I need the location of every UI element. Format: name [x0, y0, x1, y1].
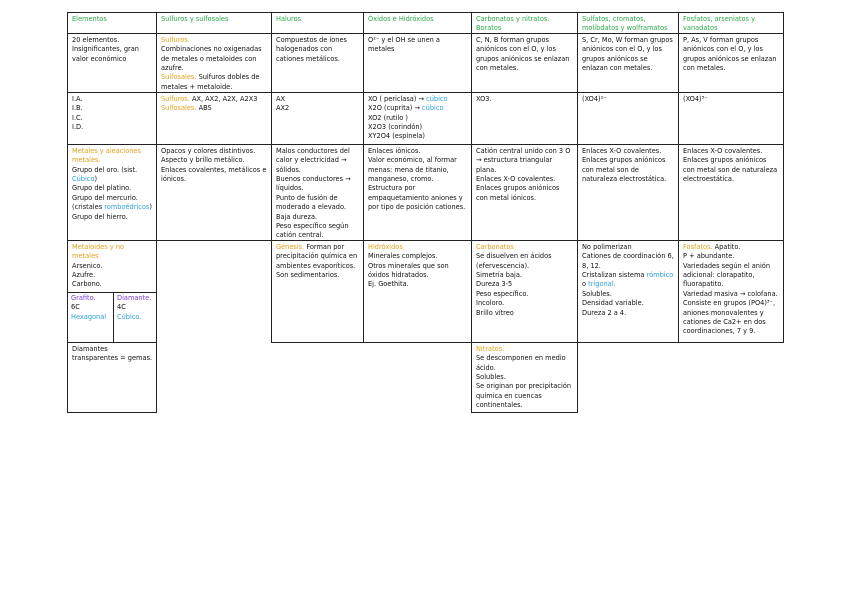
- cell-sulfatos-formula: (XO4)²⁻: [577, 92, 679, 145]
- grupo-text: Grupo del platino.: [72, 184, 132, 193]
- cell-sulfuros-empty: [156, 240, 272, 343]
- propiedad: Enlaces X-O covalentes.: [582, 147, 662, 155]
- header-sulfuros: Sulfuros y sulfosales: [156, 12, 272, 34]
- propiedad: Opacos y colores distintivos.: [161, 147, 256, 155]
- propiedad: Enlaces X-O covalentes.: [683, 147, 763, 155]
- metales-label: Metales y aleaciones metales.: [72, 147, 141, 165]
- clase-id: I.D.: [72, 123, 84, 132]
- header-sulfatos: Sulfatos, cromatos, molibdatos y wolframatos: [577, 12, 679, 34]
- metaloide: Carbono.: [72, 280, 102, 289]
- propiedad: P + abundante.: [683, 252, 735, 261]
- oxido-sistema: cúbico: [426, 95, 448, 103]
- cell-sulfatos-descripcion: S, Cr, Mo, W forman grupos aniónicos con el O, y los grupos aniónicos se enlazan con metales.: [577, 33, 679, 93]
- cell-nitratos: [471, 342, 578, 413]
- header-carbonatos: Carbonatos y nitratos. Boratos: [471, 12, 578, 34]
- diamante-label: Diamante.: [117, 294, 152, 302]
- cell-haluros-formulas: [271, 92, 364, 145]
- carbonatos-label: Carbonatos: [476, 243, 514, 251]
- propiedad: Enlaces X-O covalentes.: [476, 175, 556, 184]
- propiedad: Dureza 3-5: [476, 280, 513, 289]
- cell-oxidos-descripcion: O²⁻ y el OH se unen a metales: [363, 33, 472, 93]
- cell-clases: [67, 92, 157, 145]
- diamante-n: 4C: [117, 303, 126, 312]
- grupo-text: ): [149, 203, 152, 212]
- cell-fosfatos-apatito: [678, 240, 784, 343]
- propiedad: Se originan por precipitación química en cuencas continentales.: [476, 382, 572, 410]
- cell-fosfatos-formula: (XO4)³⁻: [678, 92, 784, 145]
- grupo-text: ): [94, 175, 98, 184]
- cell-sulfatos-propiedades: [577, 144, 679, 241]
- diamante-sistema: Cúbico.: [117, 312, 142, 321]
- sistema-rombico: rómbico: [646, 271, 674, 280]
- propiedad: Enlaces grupos aniónicos con metal iónicos.: [476, 184, 560, 202]
- sulfosales-text: Sulfuros dobles de metales + metaloide.: [161, 73, 260, 91]
- propiedad: Incoloro.: [476, 299, 505, 308]
- propiedad: Dureza 2 a 4.: [582, 308, 627, 317]
- oxido-formula: XO2 (rutilo ): [368, 113, 408, 122]
- fosfatos-label: Fosfatos.: [683, 243, 713, 251]
- metaloide: Azufre.: [72, 271, 96, 280]
- propiedad: Baja dureza.: [276, 212, 318, 221]
- cell-hidroxidos: [363, 240, 472, 343]
- cell-diamantes-gemas: Diamantes transparentes = gemas.: [67, 342, 157, 413]
- nitratos-label: Nitratos.: [476, 345, 505, 353]
- cell-haluros-descripcion: Compuestos de iones halogenados con cationes metálicos.: [271, 33, 364, 93]
- propiedad: Se descomponen en medio ácido.: [476, 354, 566, 372]
- haluro-formula: AX: [276, 95, 286, 103]
- propiedad: Enlaces covalentes, metálicos e iónicos.: [161, 165, 267, 184]
- propiedad: o: [582, 280, 589, 289]
- propiedad: Solubles.: [476, 373, 506, 382]
- oxido-formula: X2O3 (corindón): [368, 123, 423, 132]
- propiedad: Catión central unido con 3 O → estructura triangular plana.: [476, 147, 571, 174]
- propiedad: Estructura por empaquetamiento aniones y por tipo de posición cationes.: [368, 184, 466, 212]
- sistema-trigonal: trigonal.: [588, 280, 616, 289]
- header-oxidos: Óxidos e Hidróxidos: [363, 12, 472, 34]
- apatito-text: Apatito.: [712, 243, 741, 251]
- genesis-label: Génesis.: [276, 243, 305, 251]
- cell-fosfatos-descripcion: P, As, V forman grupos aniónicos con el O, y los grupos aniónicos se enlazan con metales.: [678, 33, 784, 93]
- propiedad: Aspecto y brillo metálico.: [161, 156, 245, 165]
- sulfosales-label: Sulfosales.: [161, 73, 197, 82]
- diamante-box: [113, 292, 157, 343]
- propiedad: Se disuelven en ácidos (efervescencia).: [476, 252, 552, 270]
- propiedad: Enlaces iónicos.: [368, 147, 421, 155]
- grafito-sistema: Hexagonal: [71, 312, 107, 321]
- cell-carbonatos-formula: XO3.: [471, 92, 578, 145]
- propiedad: Peso específico.: [476, 289, 529, 298]
- cell-carbonatos-propiedades: [471, 144, 578, 241]
- clase-ia: I.A.: [72, 95, 83, 103]
- grupo-text: Grupo del mercurio. (cristales: [72, 193, 138, 212]
- clase-ic: I.C.: [72, 113, 83, 122]
- cell-fosfatos-propiedades: [678, 144, 784, 241]
- oxido-formula: XO ( periclasa) →: [368, 95, 427, 103]
- metaloides-label: Metaloides y no metales: [72, 243, 125, 261]
- propiedad: Buenos conductores → líquidos.: [276, 175, 351, 193]
- grupo-text: Grupo del hierro.: [72, 212, 128, 221]
- metaloide: Arsenico.: [72, 261, 103, 270]
- cell-haluros-propiedades: [271, 144, 364, 241]
- propiedad: Enlaces grupos aniónicos con metal son de naturaleza electroestática.: [683, 156, 778, 184]
- grupo-sistema: romboédricos: [104, 203, 150, 212]
- cell-haluros-genesis: [271, 240, 364, 343]
- cell-oxidos-formulas: [363, 92, 472, 145]
- grafito-box: [67, 292, 114, 343]
- cell-sulfuros-formulas: [156, 92, 272, 145]
- genesis-text: Forman por precipitación química en ambientes evaporíticos. Son sedimentarios.: [276, 243, 358, 280]
- propiedad: Valor económico, al formar menas: mena de titanio, manganeso, cromo.: [368, 156, 457, 184]
- propiedad: Cationes de coordinación 6, 8, 12.: [582, 252, 674, 270]
- cell-metales: [67, 144, 157, 241]
- clase-ib: I.B.: [72, 104, 83, 113]
- cell-metaloides: [67, 240, 157, 343]
- grupo-text: Grupo del oro. (sist.: [72, 165, 138, 174]
- cell-elementos-descripcion: 20 elementos. Insignificantes, gran valor económico: [67, 33, 157, 93]
- oxido-formula: X2O (cuprita) →: [368, 104, 423, 113]
- grafito-n: 6C: [71, 303, 80, 312]
- propiedad: Variedades según el anión adicional: clorapatito, fluorapatito.: [683, 261, 771, 289]
- propiedad: Brillo vítreo: [476, 308, 514, 317]
- propiedad: Minerales complejos.: [368, 252, 438, 261]
- propiedad: No polimerizan: [582, 243, 632, 251]
- propiedad: Consiste en grupos (PO4)³⁻, aniones monovalentes y cationes de Ca2+ en dos coordinaciones, 7 y 9.: [683, 299, 776, 336]
- haluro-formula: AX2: [276, 104, 290, 113]
- propiedad: Enlaces grupos aniónicos con metal son de naturaleza electrostática.: [582, 156, 667, 184]
- propiedad: Punto de fusión de moderado a elevado.: [276, 193, 346, 212]
- header-fosfatos: Fosfatos, arseniatos y vanadatos: [678, 12, 784, 34]
- propiedad: Simetría baja.: [476, 271, 522, 280]
- header-haluros: Haluros: [271, 12, 364, 34]
- sulfuros-label: Sulfuros.: [161, 36, 190, 44]
- propiedad: Ej. Goethita.: [368, 280, 409, 289]
- propiedad: Solubles.: [582, 289, 612, 298]
- propiedad: Cristalizan sistema: [582, 271, 647, 280]
- cell-oxidos-propiedades: [363, 144, 472, 241]
- header-elementos: Elementos: [67, 12, 157, 34]
- propiedad: Variedad masiva → colofana.: [683, 289, 778, 298]
- oxido-formula: XY2O4 (espinela): [368, 132, 425, 141]
- oxido-sistema: cúbico: [422, 104, 444, 113]
- propiedad: Densidad variable.: [582, 299, 644, 308]
- sulfuros-formulas: AX, AX2, A2X, A2X3: [191, 95, 258, 103]
- cell-sulfuros-descripcion: [156, 33, 272, 93]
- propiedad: Peso específico según catión central.: [276, 221, 349, 240]
- sulfuros-formula-label: Sulfuros.: [161, 95, 190, 103]
- cell-carbonatos-propiedades-2: [471, 240, 578, 343]
- propiedad: Malos conductores del calor y electricidad → sólidos.: [276, 147, 350, 174]
- grafito-label: Grafito.: [71, 294, 96, 302]
- hidroxidos-label: Hidróxidos: [368, 243, 403, 251]
- grupo-sistema: Cúbico: [72, 175, 95, 184]
- sulfuros-text: Combinaciones no oxigenadas de metales o metaloides con azufre.: [161, 45, 262, 73]
- propiedad: Otros minerales que son óxidos hidratados.: [368, 261, 449, 280]
- sulfosales-formula-label: Sulfosales.: [161, 104, 197, 113]
- cell-carbonatos-descripcion: C, N, B forman grupos aniónicos con el O, y los grupos aniónicos se enlazan con metales.: [471, 33, 578, 93]
- cell-sulfatos-propiedades-2: [577, 240, 679, 343]
- sulfosales-formula: ABS: [198, 104, 212, 113]
- cell-sulfuros-propiedades: [156, 144, 272, 241]
